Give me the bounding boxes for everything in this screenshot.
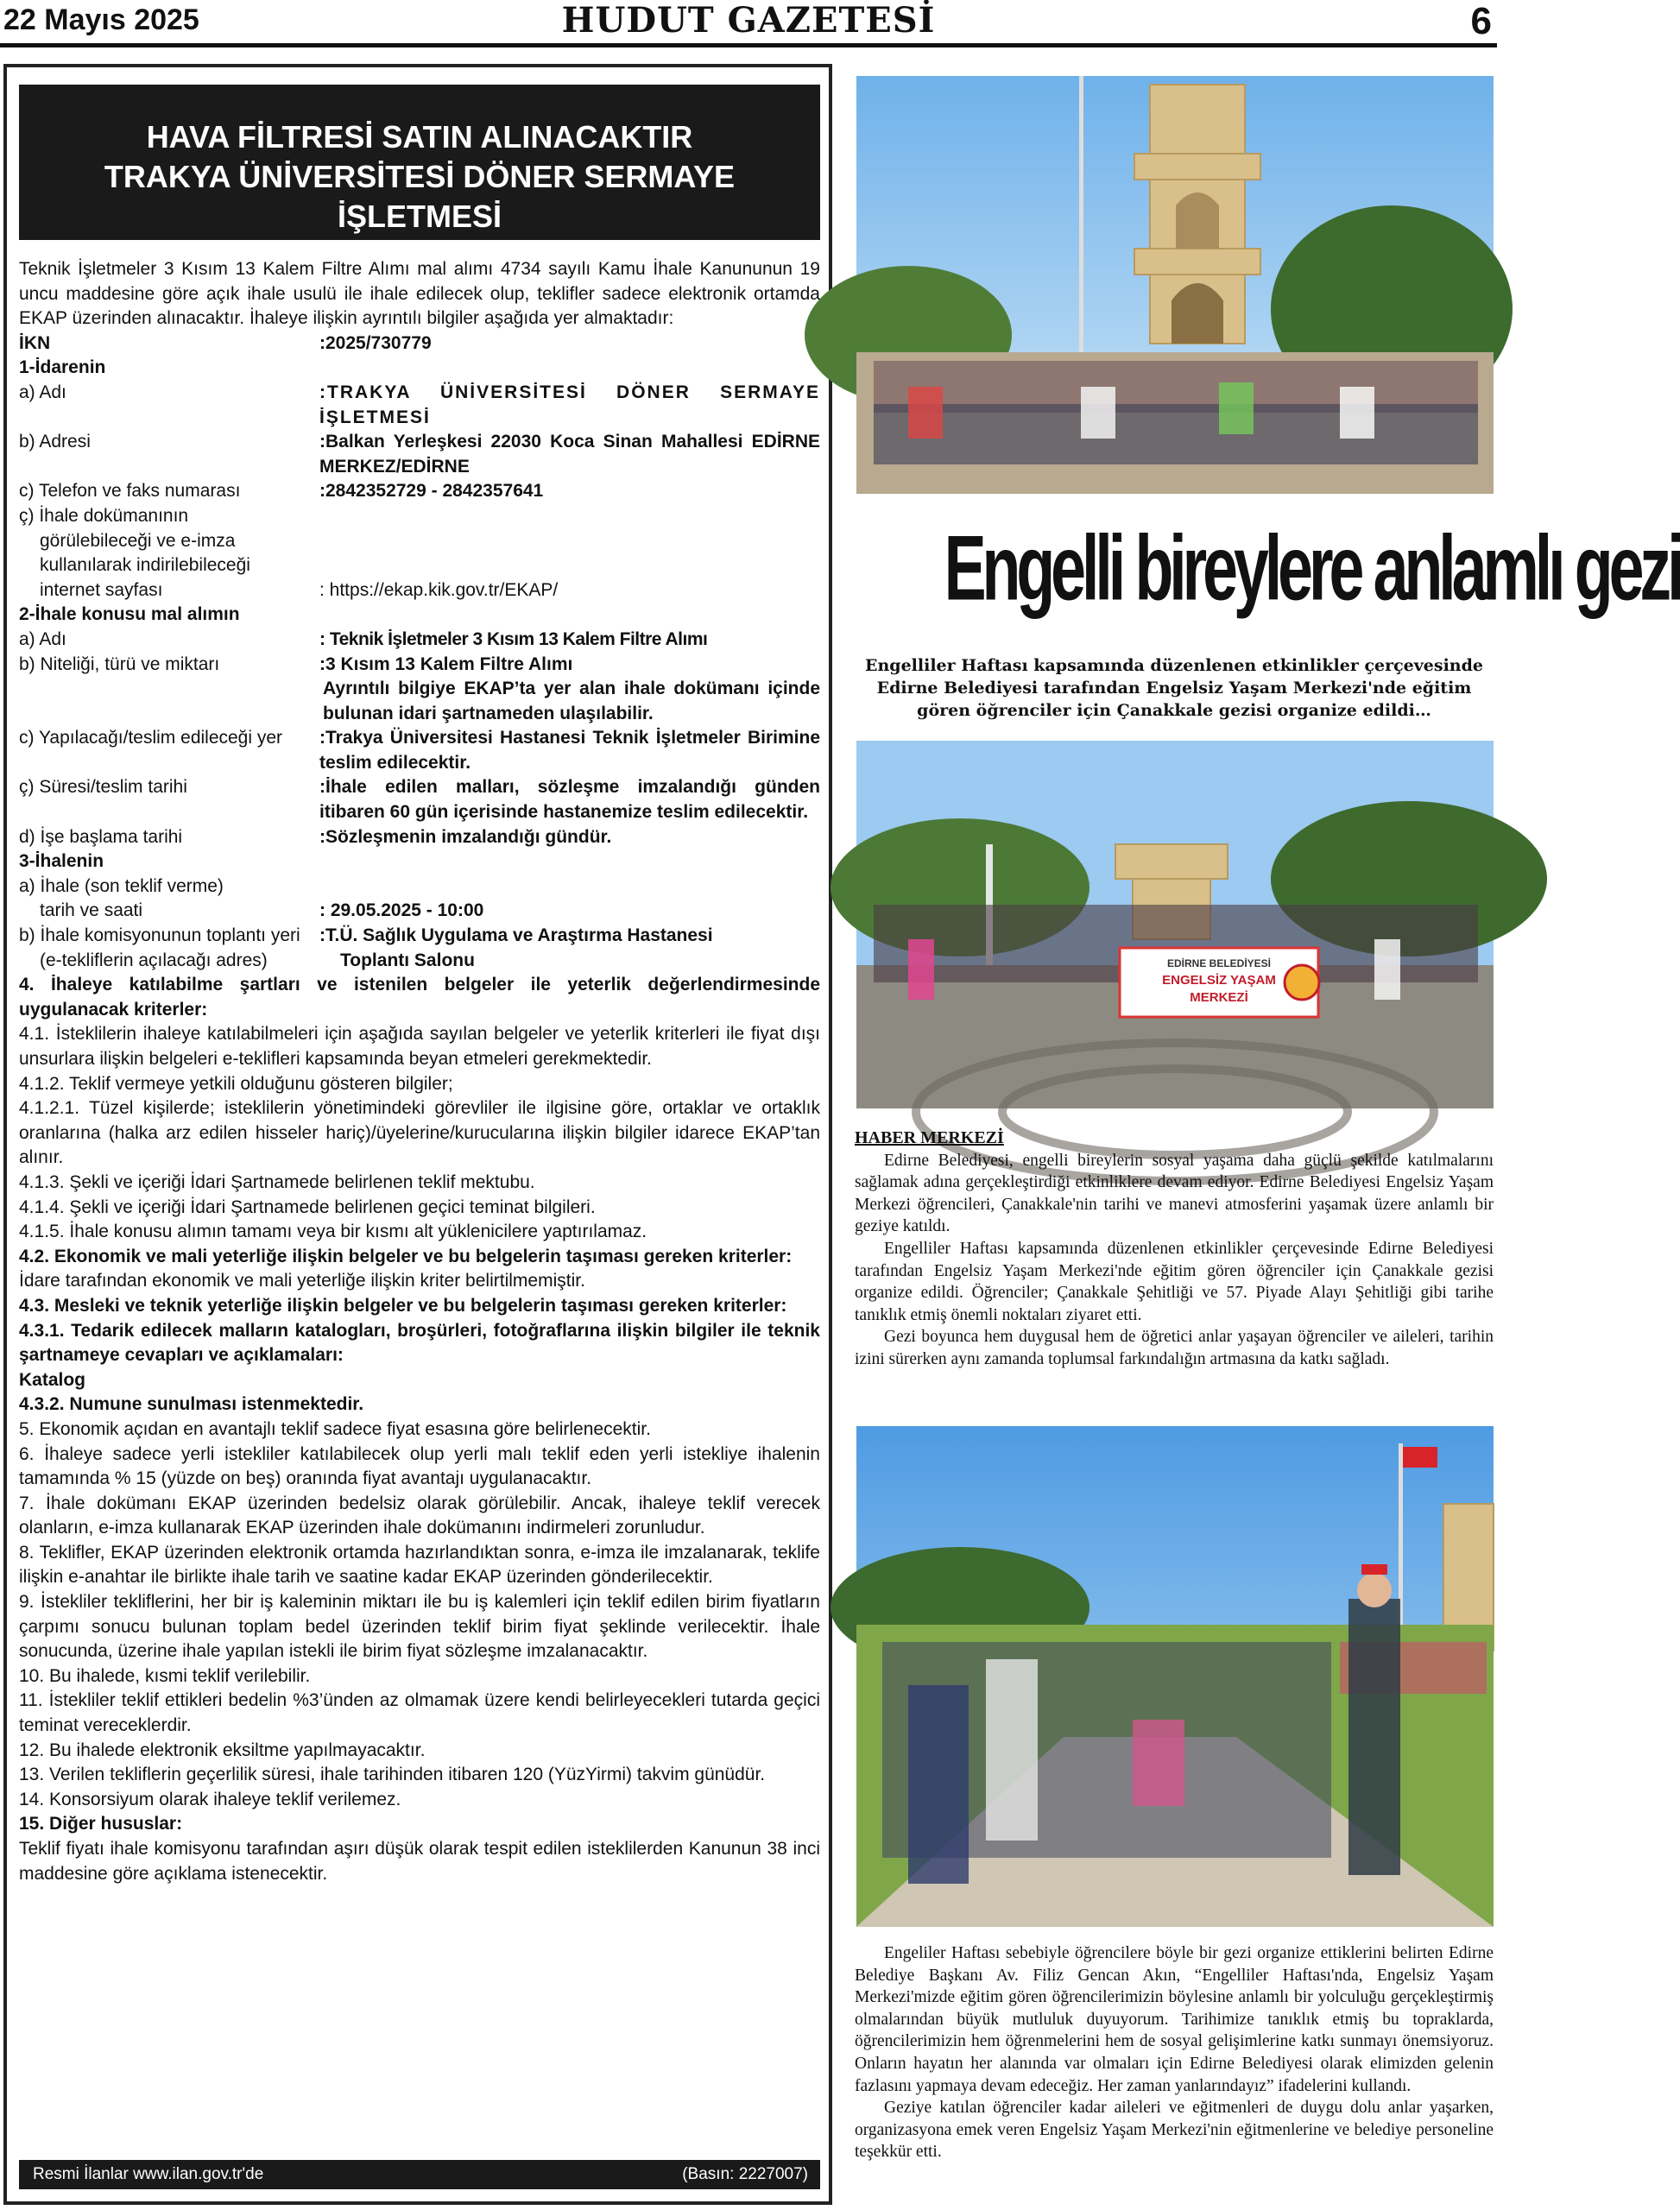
svg-text:EDİRNE BELEDİYESİ: EDİRNE BELEDİYESİ xyxy=(1166,957,1272,969)
article-byline: HABER MERKEZİ xyxy=(855,1128,1004,1147)
article-paragraph-1: Edirne Belediyesi, engelli bireylerin sosyal yaşama daha güçlü şekilde katılmalarını sağlamak adına gerçekleştirdiği etkinliklere devam ediyor. Edirne Belediyesi Engelsiz Yaşam Merkezi öğrencileri, Çanakkale'nin tarihi ve manevi atmosferini yaşamak üzere anlamlı bir geziye katıldı. xyxy=(855,1151,1494,1236)
page-number: 6 xyxy=(1470,0,1492,42)
svg-text:MERKEZİ: MERKEZİ xyxy=(1190,990,1248,1005)
tender-intro: Teknik İşletmeler 3 Kısım 13 Kalem Filtre Alımı mal alımı 4734 sayılı Kamu İhale Kanununun 19 uncu maddesine göre açık ihale usulü ile ihale edilecek olup, teklifler sadece elektronik ortamda EKAP üzerinden alınacaktır. İhaleye ilişkin ayrıntılı bilgiler aşağıda yer almaktadır: xyxy=(19,259,820,329)
meeting-place-row: b) İhale komisyonunun toplantı yeri (e-tekliflerin açılacağı adres) :T.Ü. Sağlık Uygulama ve Araştırma Hastanesi Toplantı Salonu xyxy=(19,925,713,970)
tender-footer xyxy=(19,2160,820,2189)
photo-banner-group xyxy=(856,741,1494,1108)
article-deck: Engelliler Haftası kapsamında düzenlenen etkinlikler çerçevesinde Edirne Belediyesi tarafından Engelsiz Yaşam Merkezi'nde eğitim gören öğrenciler için Çanakkale gezisi organize edildi… xyxy=(865,656,1483,720)
phone-row: c) Telefon ve faks numarası :2842352729 - 2842357641 xyxy=(19,481,544,502)
admin-address-row: b) Adresi :Balkan Yerleşkesi 22030 Koca Sinan Mahallesi EDİRNE MERKEZ/EDİRNE xyxy=(19,432,820,477)
tender-announcement xyxy=(3,64,832,2205)
tender-date-row: a) İhale (son teklif verme) tarih ve saati : 29.05.2025 - 10:00 xyxy=(19,875,484,921)
page-header xyxy=(0,0,1497,47)
section-1: 1-İdarenin xyxy=(19,357,106,378)
svg-text:ENGELSİZ YAŞAM: ENGELSİZ YAŞAM xyxy=(1162,973,1276,988)
article-story-top xyxy=(855,1127,1494,1371)
issue-date: 22 Mayıs 2025 xyxy=(3,3,199,36)
delivery-time-row: ç) Süresi/teslim tarihi :İhale edilen malları, sözleşme imzalandığı günden itibaren 60 gün içerisinde hastanemize teslim edilecektir. xyxy=(19,777,820,823)
tender-title: HAVA FİLTRESİ SATIN ALINACAKTIR TRAKYA ÜNİVERSİTESİ DÖNER SERMAYE İŞLETMESİ xyxy=(19,85,820,240)
footer-press-no: (Basın: 2227007) xyxy=(682,2165,808,2183)
start-date-row: d) İşe başlama tarihi :Sözleşmenin imzalandığı gündür. xyxy=(19,826,612,847)
section-3: 3-İhalenin xyxy=(19,851,104,872)
article-headline: Engelli bireylere anlamlı gezi xyxy=(944,515,1680,620)
article-paragraph-3: Gezi boyunca hem duygusal hem de öğretici anlar yaşayan öğrenciler ve aileleri, tarihin izini sürerken aynı zamanda toplumsal farkındalığın artmasına da katkı sağladı. xyxy=(855,1328,1494,1368)
guide-talk-image xyxy=(856,1426,1494,1927)
item-type-row: b) Niteliği, türü ve miktarı :3 Kısım 13 Kalem Filtre Alımı Ayrıntılı bilgiye EKAP’ta yer alan ihale dokümanı içinde bulunan idari şartnameden ulaşılabilir. xyxy=(19,654,820,723)
photo-monument-group xyxy=(856,76,1494,494)
article-story-bottom xyxy=(855,1942,1494,2163)
website-row: ç) İhale dokümanının görülebileceği ve e-imza kullanılarak indirilebileceği internet sayfası : https://ekap.kik.gov.tr/EKAP/ xyxy=(19,505,559,600)
delivery-place-row: c) Yapılacağı/teslim edileceği yer :Trakya Üniversitesi Hastanesi Teknik İşletmeler Birimine teslim edilecektir. xyxy=(19,728,820,773)
ikn-row: İKN :2025/730779 xyxy=(19,332,432,353)
tender-body: Teknik İşletmeler 3 Kısım 13 Kalem Filtre Alımı mal alımı 4734 sayılı Kamu İhale Kanununun 19 uncu maddesine göre açık ihale usulü ile ihale edilecek olup, teklifler sadece elektronik ortamda EKAP üzerinden alınacaktır. İhaleye ilişkin ayrıntılı bilgiler aşağıda yer almaktadır: İKN :2025/730779 1-İdarenin a) Adı :TRAKYA ÜNİVERSİTESİ DÖNER SERMAYE İŞLETMESİ b) Adresi :Balkan Yerleşkesi 22030 Koca Sinan Mahallesi EDİRNE MERKEZ/EDİRNE c) Telefon ve faks numarası :2842352729 - 2842357641 ç) İhale dokümanının görülebileceği ve e-imza kullanılarak indirilebileceği internet sayfası : https://ekap.kik.gov.tr/EKAP/ 2-İhale konusu mal alımın a) Adı : Teknik İşletmeler 3 Kısım 13 Kalem Filtre Alımı b) Niteliği, türü ve miktarı :3 Kısım 13 Kalem Filtre Alımı Ayrıntılı bilgiye EKAP’ta yer alan ihale dokümanı içinde bulunan idari şartnameden ulaşılabilir. c) Yapılacağı/teslim edileceği yer :Trakya Üniversitesi Hastanesi Teknik İşletmeler Birimine teslim edilecektir. ç) Süresi/teslim tarihi :İhale edilen malları, sözleşme imzalandığı günden itibaren 60 gün içerisinde hastanemize teslim edilecektir. d) İşe başlama tarihi :Sözleşmenin imzalandığı gündür. 3-İhalenin a) İhale (son teklif verme) tarih ve saati : 29.05.2025 - 10:00 b) İhale komisyonunun toplantı yeri (e-tekliflerin açılacağı adres) :T.Ü. Sağlık Uygulama ve Araştırma Hastanesi Toplantı Salonu 4. İhaleye katılabilme şartları ve istenilen belgeler ile yeterlik değerlendirmesinde uygulanacak kriterler: 4.1. İsteklilerin ihaleye katılabilmeleri için aşağıda sayılan belgeler ve yeterlik kriterleri ile fiyat dışı unsurlara ilişkin belgeleri e-teklifleri kapsamında beyan etmeleri gerekmektedir. 4.1.2. Teklif vermeye yetkili olduğunu gösteren bilgiler; 4.1.2.1. Tüzel kişilerde; isteklilerin yönetimindeki görevliler ile ilgisine göre, ortaklar ve ortaklık oranlarına (halka arz edilen hisseler hariç)/üyelerine/kurucularına ilişkin bilgiler idarece EKAP’tan alınır. 4.1.3. Şekli ve içeriği İdari Şartnamede belirlenen teklif mektubu. 4.1.4. Şekli ve içeriği İdari Şartnamede belirlenen geçici teminat bilgileri. 4.1.5. İhale konusu alımın tamamı veya bir kısmı alt yüklenicilere yaptırılamaz. 4.2. Ekonomik ve mali yeterliğe ilişkin belgeler ve bu belgelerin taşıması gereken kriterler: İdare tarafından ekonomik ve mali yeterliğe ilişkin kriter belirtilmemiştir. 4.3. Mesleki ve teknik yeterliğe ilişkin belgeler ve bu belgelerin taşıması gereken kriterler: 4.3.1. Tedarik edilecek malların katalogları, broşürleri, fotoğraflarına ilişkin bilgiler ile teknik şartnameye cevapları ve açıklamaları: Katalog 4.3.2. Numune sunulması istenmektedir. 5. Ekonomik açıdan en avantajlı teklif sadece fiyat esasına göre belirlenecektir. 6. İhaleye sadece yerli istekliler katılabilecek olup yerli malı teklif eden yerli istekliye ihalenin tamamında % 15 (yüzde on beş) oranında fiyat avantajı uygulanacaktır. 7. İhale dokümanı EKAP üzerinden bedelsiz olarak görülebilir. Ancak, ihaleye teklif verecek olanların, e-imza kullanarak EKAP üzerinden ihale dokümanını indirmeleri zorunludur. 8. Teklifler, EKAP üzerinden elektronik ortamda hazırlandıktan sonra, e-imza ile imzalanarak, teklife ilişkin e-anahtar ile birlikte ihale tarih ve saatine kadar EKAP üzerinden gönderilecektir. 9. İstekliler tekliflerini, her bir iş kaleminin miktarı ile bu iş kalemleri için teklif edilen birim fiyatların çarpımı sonucu bulunan toplam bedel üzerinden teklif birim fiyat şeklinde verilecektir. İhale sonucunda, üzerine ihale yapılan istekli ile birim fiyat sözleşme imzalanacaktır. 10. Bu ihalede, kısmi teklif verilebilir. 11. İstekliler teklif ettikleri bedelin %3’ünden az olmamak üzere kendi belirleyecekleri tutarda geçici teminat vereceklerdir. 12. Bu ihalede elektronik eksiltme yapılmayacaktır. 13. Verilen tekliflerin geçerlilik süresi, ihale tarihinden itibaren 120 (YüzYirmi) takvim günüdür. 14. Konsorsiyum olarak ihaleye teklif verilemez. 15. Diğer hususlar: Teklif fiyatı ihale komisyonu tarafından aşırı düşük olarak tespit edilen isteklilerden Kanunun 38 inci maddesine göre açıklama istenecektir. xyxy=(19,259,820,1884)
admin-name-row: a) Adı :TRAKYA ÜNİVERSİTESİ DÖNER SERMAYE İŞLETMESİ xyxy=(19,382,820,427)
article-paragraph-2: Engelliler Haftası kapsamında düzenlenen etkinlikler çerçevesinde Edirne Belediyesi tarafından Engelsiz Yaşam Merkezi'nde eğitim gören öğrenciler için Çanakkale gezisi organize edildi. Öğrenciler; Çanakkale Şehitliği ve 57. Piyade Alayı Şehitliği gibi tarihe tanıklık etmiş önemli noktaları ziyaret etti. xyxy=(855,1239,1494,1324)
article-paragraph-5: Geziye katılan öğrenciler kadar aileleri ve eğitmenleri de duygu dolu anlar yaşarken, organizasyona emek veren Engelsiz Yaşam Merkezi'nin eğitmenlerine ve belediye personeline teşekkür etti. xyxy=(855,2099,1494,2162)
photo-guide-talk xyxy=(856,1426,1494,1927)
monument-group-image xyxy=(856,76,1494,494)
footer-source: Resmi İlanlar www.ilan.gov.tr'de xyxy=(33,2165,264,2183)
banner-group-image xyxy=(856,741,1494,1108)
section-2: 2-İhale konusu mal alımın xyxy=(19,604,240,625)
header-rule xyxy=(0,43,1497,47)
newspaper-title: HUDUT GAZETESİ xyxy=(561,0,936,41)
article-paragraph-4: Engeliler Haftası sebebiyle öğrencilere böyle bir gezi organize ettiklerini belirten Edirne Belediye Başkanı Av. Filiz Gencan Akın, “Engelliler Haftası'nda, Engelsiz Yaşam Merkezi'mizde eğitim gören öğrencilerimizin böylesine anlamlı bir yolculuğu gerçekleştirmiş olmalarından büyük mutluluk duyuyorum. Tarihimize tanıklık etmiş bu topraklarda, öğrencilerimizin hem öğrenmelerini hem de sosyal gelişimlerine katkı sunmayı önemsiyoruz. Onların hayatın her alanında var olmaları için Edirne Belediyesi olarak elimizden gelenin fazlasını yapmaya devam edeceğiz. Her zaman yanlarındayız” ifadelerini kullandı. xyxy=(855,1944,1494,2095)
item-name-row: a) Adı : Teknik İşletmeler 3 Kısım 13 Kalem Filtre Alımı xyxy=(19,628,708,649)
